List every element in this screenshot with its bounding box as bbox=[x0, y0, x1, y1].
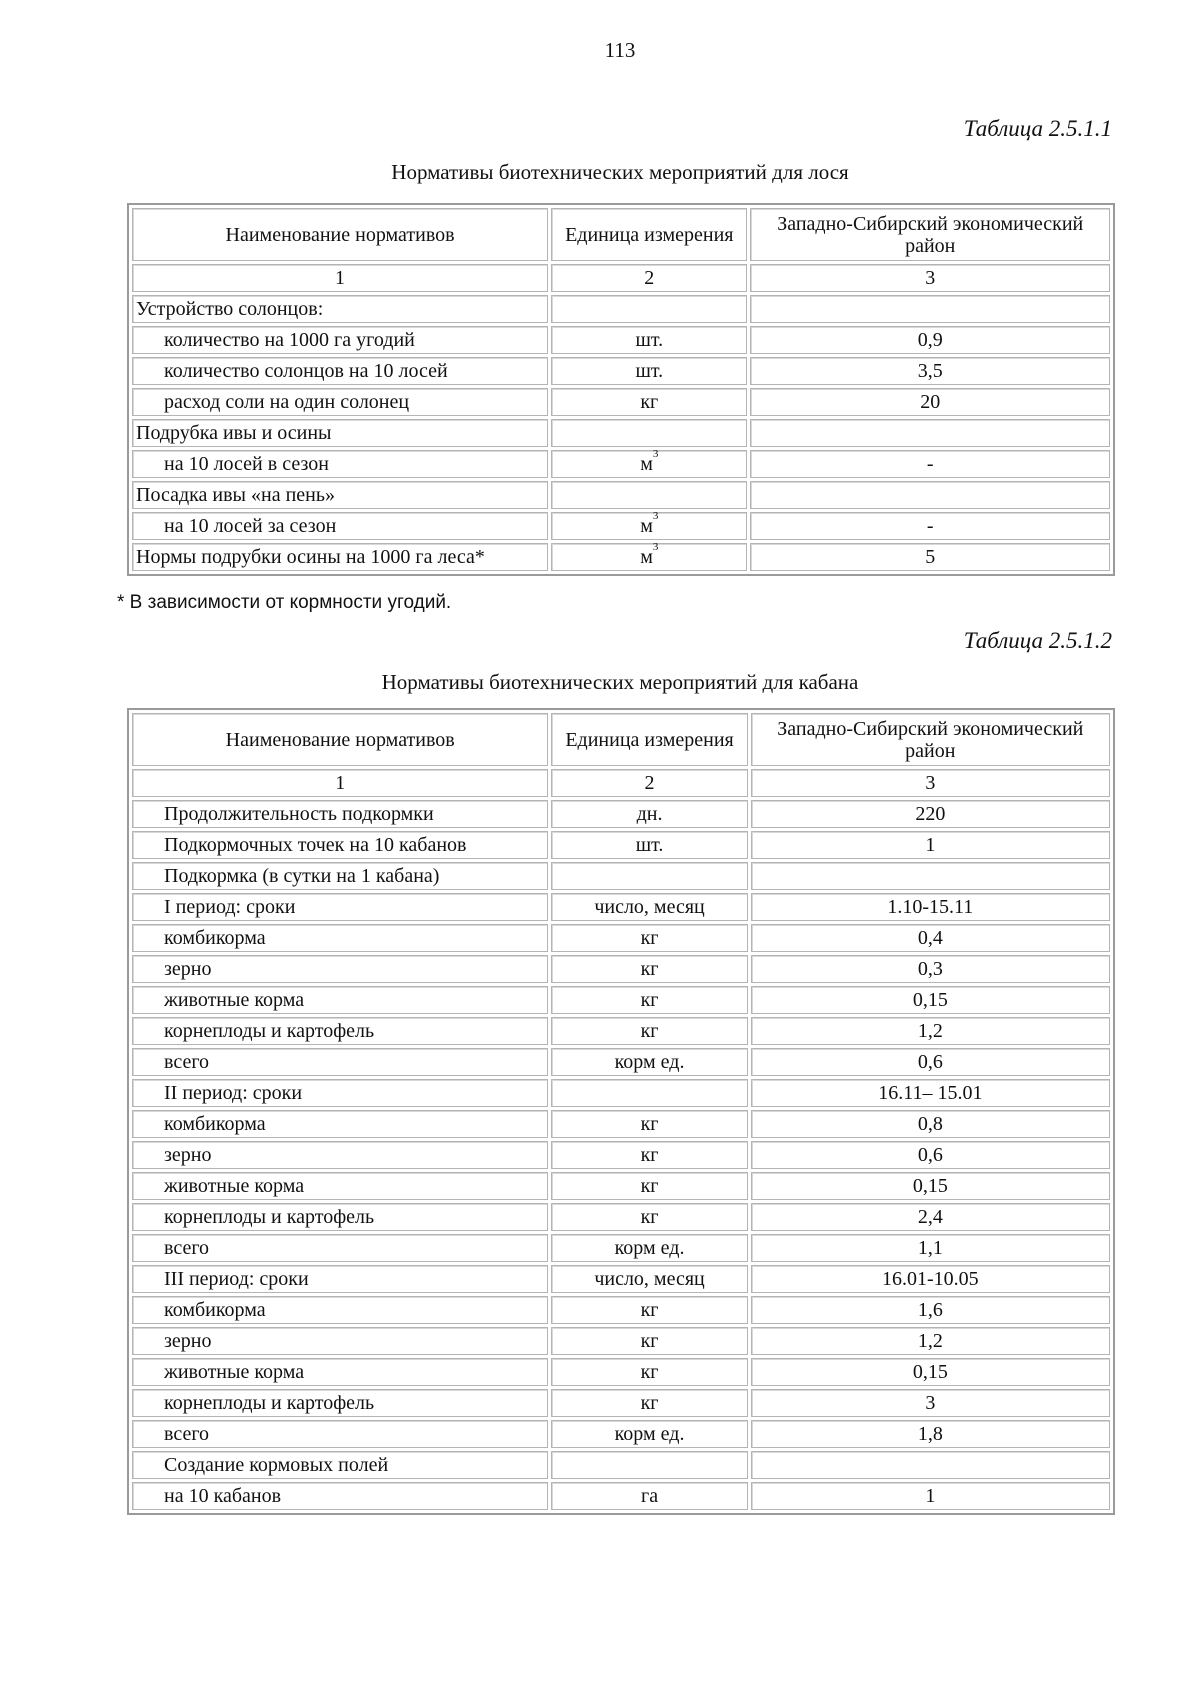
row-unit-text: число, месяц bbox=[594, 1268, 705, 1290]
row-name bbox=[132, 326, 548, 354]
row-name-text: корнеплоды и картофель bbox=[164, 1020, 375, 1042]
moose-norms-table bbox=[127, 203, 1115, 576]
table-row bbox=[132, 924, 1110, 952]
column-number-row bbox=[132, 769, 1110, 797]
row-value-text: 3,5 bbox=[917, 360, 943, 382]
row-value bbox=[751, 1172, 1110, 1200]
row-unit bbox=[551, 1296, 747, 1324]
row-value-text: 1,8 bbox=[917, 1423, 943, 1445]
row-name bbox=[132, 1110, 548, 1138]
table-row bbox=[132, 1234, 1110, 1262]
row-unit-text: кг bbox=[640, 391, 659, 413]
row-unit-text: кг bbox=[640, 1361, 659, 1383]
row-unit-text: кг bbox=[640, 1113, 659, 1135]
row-value-text: 16.01-10.05 bbox=[881, 1268, 979, 1290]
row-value-text: 1.10-15.11 bbox=[887, 896, 974, 918]
row-unit bbox=[551, 1079, 747, 1107]
row-value bbox=[751, 831, 1110, 859]
row-name-text: на 10 кабанов bbox=[164, 1485, 282, 1507]
row-unit bbox=[551, 1327, 747, 1355]
table-row bbox=[132, 1172, 1110, 1200]
row-value-text: 0,9 bbox=[917, 329, 943, 351]
row-value bbox=[751, 1234, 1110, 1262]
table-row bbox=[132, 1141, 1110, 1169]
table-row bbox=[132, 1203, 1110, 1231]
row-name-text: на 10 лосей за сезон bbox=[164, 515, 337, 537]
table-row bbox=[132, 1265, 1110, 1293]
row-name-text: всего bbox=[164, 1237, 210, 1259]
row-name bbox=[132, 955, 548, 983]
row-value-text: 16.11– 15.01 bbox=[878, 1082, 983, 1104]
row-name-text: II период: сроки bbox=[164, 1082, 303, 1104]
row-value bbox=[751, 1296, 1110, 1324]
row-value-text: 20 bbox=[920, 391, 941, 413]
row-unit bbox=[551, 1048, 747, 1076]
row-unit-text: га bbox=[640, 1485, 659, 1507]
table-1-title: Нормативы биотехнических мероприятий для лося bbox=[391, 160, 849, 184]
row-unit bbox=[551, 955, 747, 983]
row-name bbox=[132, 924, 548, 952]
row-name bbox=[132, 1389, 548, 1417]
row-unit-text: кг bbox=[640, 1330, 659, 1352]
header-name: Наименование нормативов bbox=[132, 208, 548, 261]
row-unit-text: кг bbox=[640, 1175, 659, 1197]
row-unit bbox=[551, 388, 747, 416]
row-unit-text: кг bbox=[640, 1299, 659, 1321]
row-name bbox=[132, 893, 548, 921]
row-unit bbox=[551, 1172, 747, 1200]
row-name-text: всего bbox=[164, 1051, 210, 1073]
table-row bbox=[132, 1420, 1110, 1448]
row-unit-text: м bbox=[640, 515, 653, 537]
row-name-text: Устройство солонцов: bbox=[136, 298, 324, 320]
header-row bbox=[132, 208, 1110, 261]
row-unit bbox=[551, 1141, 747, 1169]
row-value-text: 0,15 bbox=[912, 989, 948, 1011]
row-name-text: зерно bbox=[164, 1144, 212, 1166]
table-1-id: Таблица 2.5.1.1 bbox=[963, 116, 1112, 141]
row-name bbox=[132, 1141, 548, 1169]
row-name bbox=[132, 1203, 548, 1231]
footnote: * В зависимости от кормности угодий. bbox=[117, 592, 452, 613]
row-unit bbox=[551, 1203, 747, 1231]
table-row bbox=[132, 955, 1110, 983]
row-name bbox=[132, 1048, 548, 1076]
row-name bbox=[132, 862, 548, 890]
row-value bbox=[751, 1048, 1110, 1076]
row-value bbox=[751, 1482, 1110, 1510]
row-unit bbox=[551, 1482, 747, 1510]
row-name-text: зерно bbox=[164, 958, 212, 980]
row-name-text: Создание кормовых полей bbox=[164, 1454, 389, 1476]
row-unit-text: кг bbox=[640, 989, 659, 1011]
table-row bbox=[132, 295, 1110, 323]
column-number-row bbox=[132, 264, 1110, 292]
table-row bbox=[132, 1110, 1110, 1138]
row-value-text: 1 bbox=[925, 834, 936, 856]
row-unit bbox=[551, 1265, 747, 1293]
row-name bbox=[132, 1451, 548, 1479]
row-value bbox=[751, 800, 1110, 828]
row-name-text: Подкормочных точек на 10 кабанов bbox=[164, 834, 467, 856]
row-unit bbox=[551, 481, 747, 509]
column-number: 1 bbox=[132, 264, 548, 292]
row-name bbox=[132, 986, 548, 1014]
row-value-text: 0,6 bbox=[917, 1051, 943, 1073]
row-value-text: 0,6 bbox=[917, 1144, 943, 1166]
row-unit bbox=[551, 1389, 747, 1417]
row-unit-text: шт. bbox=[635, 834, 664, 856]
table-row bbox=[132, 481, 1110, 509]
row-name-text: корнеплоды и картофель bbox=[164, 1392, 375, 1414]
row-value bbox=[751, 893, 1110, 921]
table-row bbox=[132, 1017, 1110, 1045]
row-value bbox=[751, 1265, 1110, 1293]
table-row bbox=[132, 419, 1110, 447]
row-value-text: 1,2 bbox=[917, 1330, 943, 1352]
row-unit-text: корм ед. bbox=[614, 1423, 685, 1445]
row-unit bbox=[551, 831, 747, 859]
row-name bbox=[132, 450, 548, 478]
row-value-text: - bbox=[926, 453, 934, 475]
table-2-title: Нормативы биотехнических мероприятий для кабана bbox=[381, 670, 859, 694]
row-value bbox=[751, 1327, 1110, 1355]
row-value bbox=[751, 986, 1110, 1014]
row-unit-text: дн. bbox=[636, 803, 663, 825]
row-value bbox=[750, 326, 1110, 354]
row-unit-text: кг bbox=[640, 1392, 659, 1414]
header-region: Западно-Сибирский экономический район bbox=[751, 713, 1110, 766]
row-value bbox=[751, 924, 1110, 952]
row-unit-text: шт. bbox=[635, 329, 664, 351]
boar-norms-table bbox=[127, 708, 1115, 1515]
header-region: Западно-Сибирский экономический район bbox=[750, 208, 1110, 261]
row-name-text: комбикорма bbox=[164, 1299, 266, 1321]
table-row bbox=[132, 831, 1110, 859]
row-value-text: 1,6 bbox=[917, 1299, 943, 1321]
row-name-text: расход соли на один солонец bbox=[164, 391, 410, 413]
row-unit-text: кг bbox=[640, 958, 659, 980]
row-name-text: Продолжительность подкормки bbox=[164, 803, 434, 825]
row-value-text: 1 bbox=[925, 1485, 936, 1507]
row-name bbox=[132, 1265, 548, 1293]
row-value-text: 5 bbox=[925, 546, 936, 568]
row-unit bbox=[551, 1017, 747, 1045]
table-row bbox=[132, 543, 1110, 571]
table-row bbox=[132, 893, 1110, 921]
table-row bbox=[132, 388, 1110, 416]
row-unit-text: кг bbox=[640, 1144, 659, 1166]
page-number: 113 bbox=[604, 38, 636, 62]
row-name bbox=[132, 1234, 548, 1262]
row-unit bbox=[551, 450, 747, 478]
row-name-text: корнеплоды и картофель bbox=[164, 1206, 375, 1228]
header-unit: Единица измерения bbox=[551, 208, 747, 261]
table-row bbox=[132, 1327, 1110, 1355]
header-row bbox=[132, 713, 1110, 766]
row-value bbox=[750, 543, 1110, 571]
row-unit-text: кг bbox=[640, 1020, 659, 1042]
table-row bbox=[132, 1389, 1110, 1417]
column-number: 2 bbox=[551, 769, 747, 797]
row-unit bbox=[551, 512, 747, 540]
table-row bbox=[132, 512, 1110, 540]
unit-superscript: 3 bbox=[652, 510, 659, 522]
table-row bbox=[132, 450, 1110, 478]
row-value-text: - bbox=[926, 515, 934, 537]
row-value-text: 1,2 bbox=[917, 1020, 943, 1042]
row-name bbox=[132, 1358, 548, 1386]
table-row bbox=[132, 862, 1110, 890]
table-row bbox=[132, 1451, 1110, 1479]
row-name-text: I период: сроки bbox=[164, 896, 296, 918]
row-value bbox=[751, 1389, 1110, 1417]
row-name bbox=[132, 1327, 548, 1355]
row-value bbox=[750, 481, 1110, 509]
row-name bbox=[132, 800, 548, 828]
row-unit bbox=[551, 1110, 747, 1138]
row-unit-text: м bbox=[640, 453, 653, 475]
header-unit: Единица измерения bbox=[551, 713, 747, 766]
column-number: 3 bbox=[751, 769, 1110, 797]
row-unit-text: м bbox=[640, 546, 653, 568]
table-row bbox=[132, 1482, 1110, 1510]
row-name-text: животные корма bbox=[164, 989, 305, 1011]
row-name-text: всего bbox=[164, 1423, 210, 1445]
row-value bbox=[751, 1420, 1110, 1448]
row-name bbox=[132, 831, 548, 859]
table-row bbox=[132, 1079, 1110, 1107]
row-value bbox=[750, 419, 1110, 447]
row-name-text: Подкормка (в сутки на 1 кабана) bbox=[164, 865, 440, 887]
row-name-text: животные корма bbox=[164, 1175, 305, 1197]
row-name bbox=[132, 1296, 548, 1324]
row-name bbox=[132, 1482, 548, 1510]
row-value-text: 0,3 bbox=[917, 958, 943, 980]
row-value bbox=[751, 955, 1110, 983]
row-unit bbox=[551, 543, 747, 571]
table-row bbox=[132, 1358, 1110, 1386]
row-unit bbox=[551, 1451, 747, 1479]
row-name bbox=[132, 1420, 548, 1448]
row-unit bbox=[551, 295, 747, 323]
row-unit-text: шт. bbox=[635, 360, 664, 382]
table-row bbox=[132, 1048, 1110, 1076]
row-unit-text: кг bbox=[640, 927, 659, 949]
row-name-text: количество на 1000 га угодий bbox=[164, 329, 415, 351]
row-value-text: 2,4 bbox=[917, 1206, 943, 1228]
column-number: 2 bbox=[551, 264, 747, 292]
row-value-text: 0,8 bbox=[917, 1113, 943, 1135]
row-name-text: количество солонцов на 10 лосей bbox=[164, 360, 448, 382]
row-unit bbox=[551, 357, 747, 385]
row-unit bbox=[551, 893, 747, 921]
row-name-text: на 10 лосей в сезон bbox=[164, 453, 329, 475]
row-name-text: Подрубка ивы и осины bbox=[136, 422, 332, 444]
row-unit bbox=[551, 924, 747, 952]
row-value bbox=[750, 357, 1110, 385]
row-value bbox=[750, 388, 1110, 416]
row-value bbox=[750, 295, 1110, 323]
column-number: 3 bbox=[750, 264, 1110, 292]
row-unit bbox=[551, 1234, 747, 1262]
row-value-text: 0,15 bbox=[912, 1175, 948, 1197]
row-name-text: Нормы подрубки осины на 1000 га леса* bbox=[136, 546, 485, 568]
row-value-text: 3 bbox=[925, 1392, 936, 1414]
table-row bbox=[132, 326, 1110, 354]
row-value-text: 0,4 bbox=[917, 927, 943, 949]
row-unit bbox=[551, 419, 747, 447]
row-value bbox=[751, 1110, 1110, 1138]
row-value bbox=[751, 1451, 1110, 1479]
row-value bbox=[751, 1358, 1110, 1386]
row-value bbox=[750, 450, 1110, 478]
unit-superscript: 3 bbox=[652, 448, 659, 460]
row-value bbox=[751, 862, 1110, 890]
row-name bbox=[132, 388, 548, 416]
row-unit-text: кг bbox=[640, 1206, 659, 1228]
row-unit bbox=[551, 986, 747, 1014]
unit-superscript: 3 bbox=[652, 541, 659, 553]
row-value bbox=[751, 1017, 1110, 1045]
row-name bbox=[132, 295, 548, 323]
table-row bbox=[132, 1296, 1110, 1324]
row-name bbox=[132, 512, 548, 540]
row-name-text: зерно bbox=[164, 1330, 212, 1352]
table-row bbox=[132, 800, 1110, 828]
table-row bbox=[132, 986, 1110, 1014]
row-unit-text: корм ед. bbox=[614, 1237, 685, 1259]
row-unit bbox=[551, 1420, 747, 1448]
row-name bbox=[132, 357, 548, 385]
row-unit bbox=[551, 326, 747, 354]
row-value bbox=[751, 1141, 1110, 1169]
row-name bbox=[132, 1172, 548, 1200]
row-unit bbox=[551, 800, 747, 828]
row-name-text: животные корма bbox=[164, 1361, 305, 1383]
row-value bbox=[751, 1203, 1110, 1231]
row-name-text: III период: сроки bbox=[164, 1268, 309, 1290]
row-name-text: Посадка ивы «на пень» bbox=[136, 484, 335, 506]
header-name: Наименование нормативов bbox=[132, 713, 548, 766]
row-name bbox=[132, 543, 548, 571]
row-value-text: 1,1 bbox=[917, 1237, 943, 1259]
row-name-text: комбикорма bbox=[164, 1113, 266, 1135]
row-name bbox=[132, 1017, 548, 1045]
row-name bbox=[132, 1079, 548, 1107]
row-name-text: комбикорма bbox=[164, 927, 266, 949]
row-value bbox=[751, 1079, 1110, 1107]
row-name bbox=[132, 481, 548, 509]
row-unit-text: число, месяц bbox=[594, 896, 705, 918]
column-number: 1 bbox=[132, 769, 548, 797]
row-unit bbox=[551, 862, 747, 890]
row-value-text: 220 bbox=[915, 803, 946, 825]
row-name bbox=[132, 419, 548, 447]
row-value bbox=[750, 512, 1110, 540]
table-row bbox=[132, 357, 1110, 385]
table-2-id: Таблица 2.5.1.2 bbox=[963, 628, 1112, 653]
row-unit-text: корм ед. bbox=[614, 1051, 685, 1073]
row-value-text: 0,15 bbox=[912, 1361, 948, 1383]
row-unit bbox=[551, 1358, 747, 1386]
